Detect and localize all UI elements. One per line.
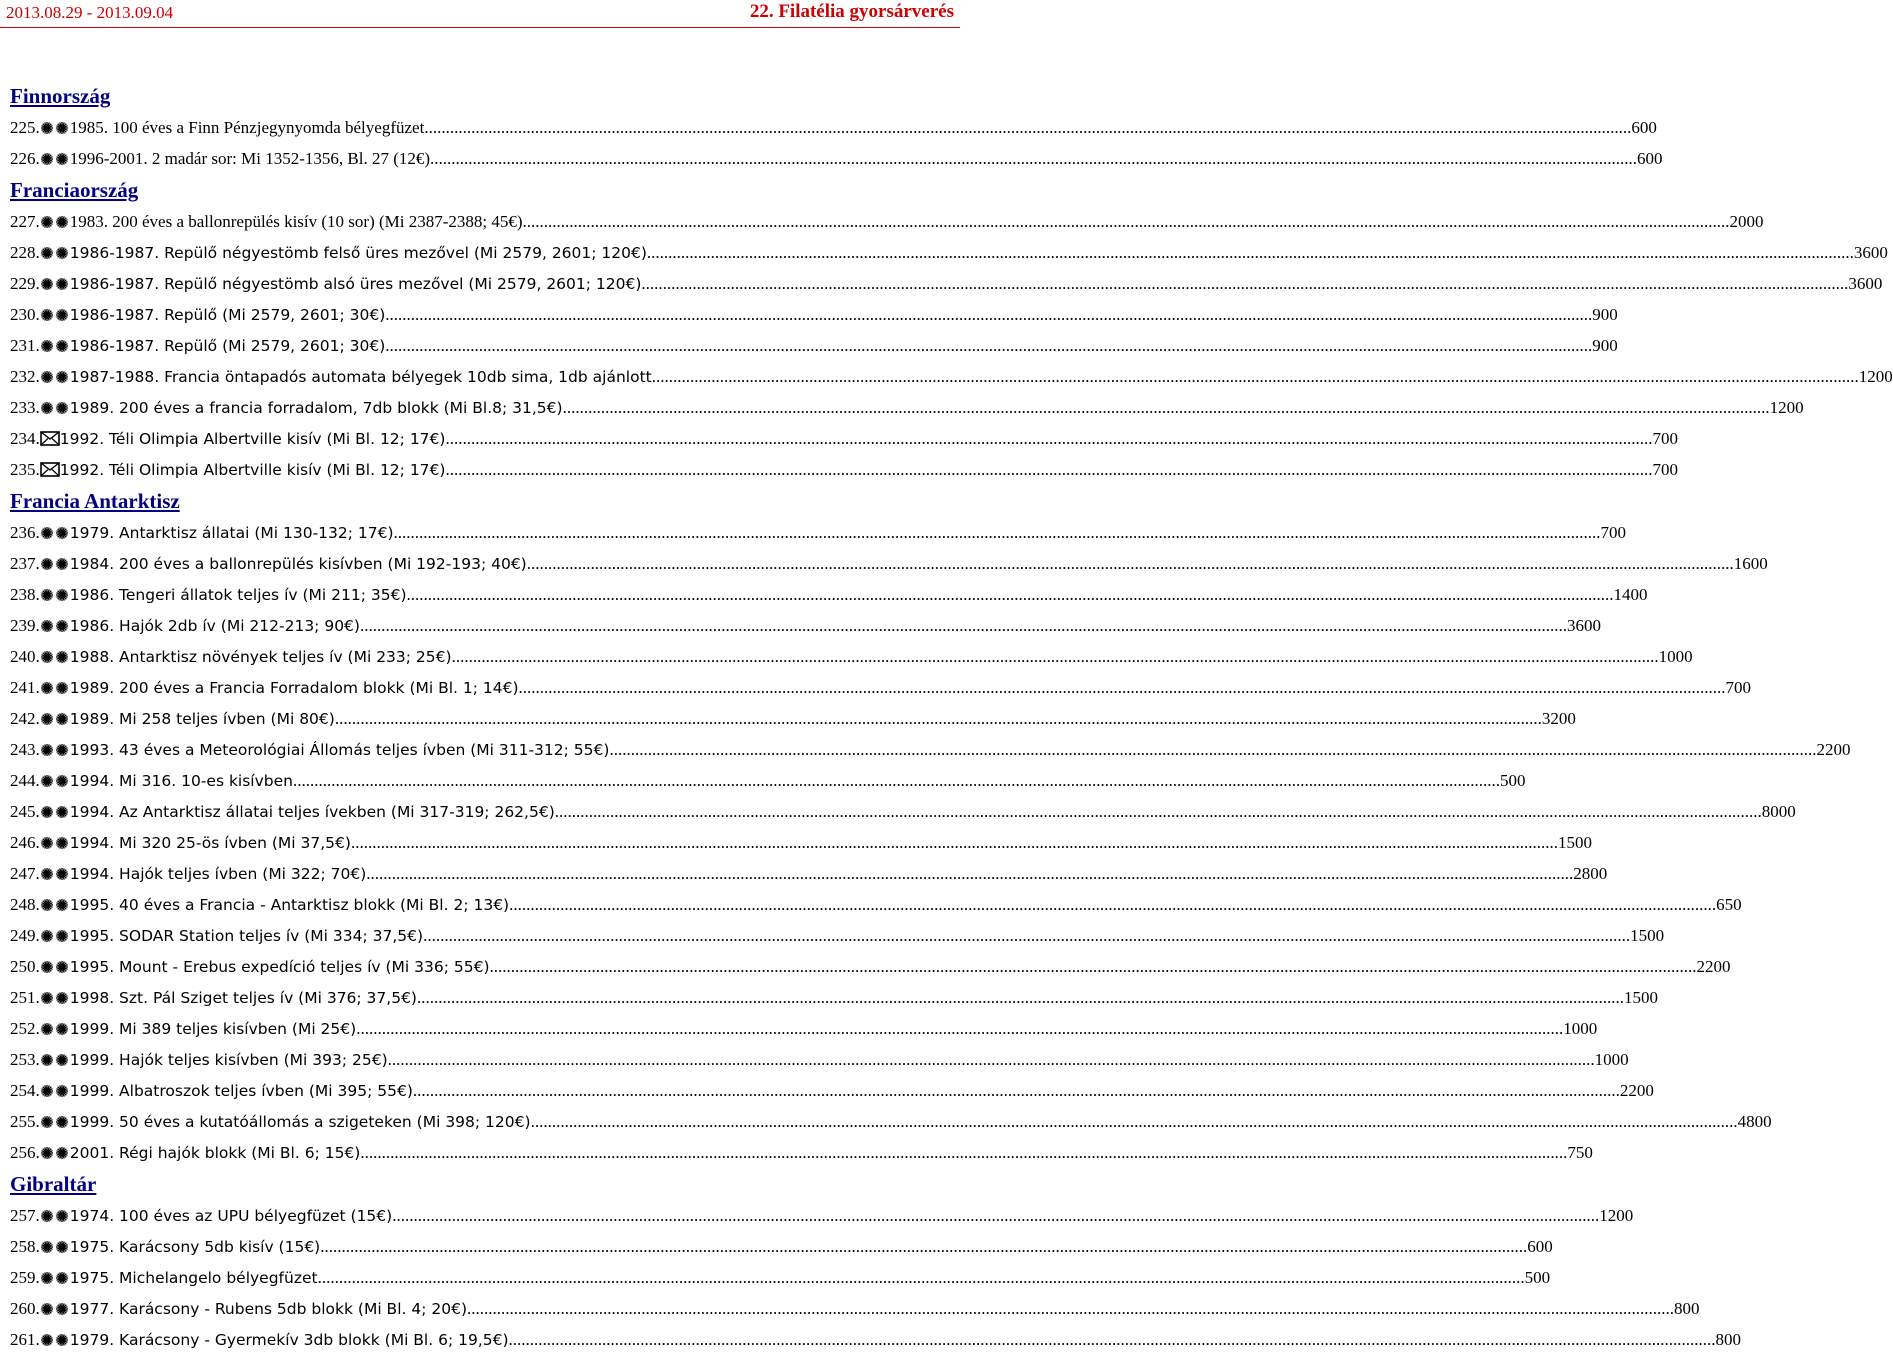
dot-leader bbox=[647, 243, 1854, 263]
lot-description: 1996-2001. 2 madár sor: Mi 1352-1356, Bl. 27 (12€) bbox=[69, 148, 431, 168]
lot-description: 1986-1987. Repülő négyestömb felső üres mezővel (Mi 2579, 2601; 120€) bbox=[69, 243, 647, 262]
lot-description: 1985. 100 éves a Finn Pénzjegynyomda bélyegfüzet bbox=[69, 117, 425, 137]
auction-dates: 2013.08.29 - 2013.09.04 bbox=[6, 3, 174, 22]
lot-description: 1998. Szt. Pál Sziget teljes ív (Mi 376; 37,5€) bbox=[69, 988, 417, 1007]
lot-price: 700 bbox=[1600, 522, 1627, 542]
lot-description: 1974. 100 éves az UPU bélyegfüzet (15€) bbox=[69, 1206, 393, 1225]
double-star-icon bbox=[40, 1240, 70, 1254]
double-star-icon bbox=[40, 339, 70, 353]
dot-leader bbox=[509, 1330, 1716, 1350]
lot-description: 1994. Az Antarktisz állatai teljes ívekben (Mi 317-319; 262,5€) bbox=[69, 802, 555, 821]
lot-number: 239. bbox=[10, 615, 40, 635]
lot-description: 1995. Mount - Erebus expedíció teljes ív (Mi 336; 55€) bbox=[69, 957, 490, 976]
dot-leader bbox=[388, 1050, 1595, 1070]
double-star-icon bbox=[40, 1146, 70, 1160]
lot-row bbox=[10, 299, 1618, 330]
lot-description: 1995. SODAR Station teljes ív (Mi 334; 37,5€) bbox=[69, 926, 424, 945]
lot-row bbox=[10, 1044, 1629, 1075]
lot-description: 1987-1988. Francia öntapadós automata bélyegek 10db sima, 1db ajánlott bbox=[69, 367, 652, 386]
lot-row bbox=[10, 796, 1796, 827]
dot-leader bbox=[293, 771, 1500, 791]
lot-price: 900 bbox=[1592, 304, 1618, 324]
lot-price: 1200 bbox=[1858, 366, 1893, 386]
lot-price: 750 bbox=[1567, 1142, 1593, 1162]
lot-number: 255. bbox=[10, 1111, 40, 1131]
lot-price: 3600 bbox=[1848, 273, 1883, 293]
dot-leader bbox=[417, 988, 1624, 1008]
double-star-icon bbox=[40, 588, 70, 602]
dot-leader bbox=[320, 1237, 1527, 1257]
lot-description: 1986. Hajók 2db ív (Mi 212-213; 90€) bbox=[69, 616, 360, 635]
lot-number: 252. bbox=[10, 1018, 40, 1038]
lot-row bbox=[10, 423, 1678, 454]
lot-description: 1994. Mi 320 25-ös ívben (Mi 37,5€) bbox=[69, 833, 351, 852]
lot-description: 1988. Antarktisz növények teljes ív (Mi 233; 25€) bbox=[69, 647, 452, 666]
lot-row bbox=[10, 827, 1592, 858]
lot-description: 1999. Mi 389 teljes kisívben (Mi 25€) bbox=[69, 1019, 357, 1038]
double-star-icon bbox=[40, 1302, 70, 1316]
dot-leader bbox=[445, 429, 1652, 449]
double-star-icon bbox=[40, 774, 70, 788]
lot-description: 1992. Téli Olimpia Albertville kisív (Mi Bl. 12; 17€) bbox=[59, 429, 446, 448]
lot-number: 244. bbox=[10, 770, 40, 790]
lot-description: 1983. 200 éves a ballonrepülés kisív (10 sor) (Mi 2387-2388; 45€) bbox=[69, 211, 523, 231]
lot-row bbox=[10, 889, 1742, 920]
lot-row bbox=[10, 1262, 1551, 1293]
lot-description: 1986-1987. Repülő négyestömb alsó üres mezővel (Mi 2579, 2601; 120€) bbox=[69, 274, 642, 293]
dot-leader bbox=[360, 616, 1567, 636]
lot-description: 1975. Karácsony 5db kisív (15€) bbox=[69, 1237, 321, 1256]
lot-row bbox=[10, 361, 1893, 392]
dot-leader bbox=[407, 585, 1614, 605]
country-heading: Franciaország bbox=[10, 178, 139, 202]
lot-row bbox=[10, 672, 1752, 703]
double-star-icon bbox=[40, 712, 70, 726]
lot-description: 1989. 200 éves a Francia Forradalom blokk (Mi Bl. 1; 14€) bbox=[69, 678, 519, 697]
lot-number: 236. bbox=[10, 522, 40, 542]
lot-price: 600 bbox=[1527, 1236, 1553, 1256]
lot-number: 251. bbox=[10, 987, 40, 1007]
lot-price: 600 bbox=[1637, 148, 1663, 168]
double-star-icon bbox=[40, 1333, 70, 1347]
lot-number: 253. bbox=[10, 1049, 40, 1069]
country-heading: Francia Antarktisz bbox=[10, 489, 180, 513]
lot-number: 234. bbox=[10, 428, 40, 448]
lot-number: 231. bbox=[10, 335, 40, 355]
dot-leader bbox=[385, 336, 1592, 356]
lot-description: 1992. Téli Olimpia Albertville kisív (Mi Bl. 12; 17€) bbox=[59, 460, 446, 479]
double-star-icon bbox=[40, 121, 70, 135]
lot-number: 240. bbox=[10, 646, 40, 666]
lot-description: 1994. Hajók teljes ívben (Mi 322; 70€) bbox=[69, 864, 367, 883]
lot-price: 1600 bbox=[1733, 553, 1768, 573]
lot-number: 242. bbox=[10, 708, 40, 728]
dot-leader bbox=[394, 523, 1601, 543]
double-star-icon bbox=[40, 991, 70, 1005]
lot-row bbox=[10, 330, 1618, 361]
dot-leader bbox=[392, 1206, 1599, 1226]
double-star-icon bbox=[40, 1022, 70, 1036]
dot-leader bbox=[652, 367, 1859, 387]
lot-description: 1989. 200 éves a francia forradalom, 7db blokk (Mi Bl.8; 31,5€) bbox=[69, 398, 563, 417]
dot-leader bbox=[563, 398, 1770, 418]
lot-row bbox=[10, 237, 1888, 268]
lot-price: 3200 bbox=[1541, 708, 1576, 728]
lot-number: 260. bbox=[10, 1298, 40, 1318]
lot-number: 237. bbox=[10, 553, 40, 573]
lot-number: 226. bbox=[10, 148, 40, 168]
double-star-icon bbox=[40, 1084, 70, 1098]
lot-number: 247. bbox=[10, 863, 40, 883]
dot-leader bbox=[430, 149, 1637, 169]
lot-price: 700 bbox=[1652, 428, 1678, 448]
lot-price: 2800 bbox=[1573, 863, 1608, 883]
dot-leader bbox=[490, 957, 1697, 977]
lot-row bbox=[10, 112, 1657, 143]
lot-row bbox=[10, 143, 1663, 174]
lot-price: 800 bbox=[1715, 1329, 1742, 1349]
lot-number: 228. bbox=[10, 242, 40, 262]
lot-row bbox=[10, 734, 1851, 765]
lot-row bbox=[10, 548, 1768, 579]
lot-row bbox=[10, 1137, 1593, 1168]
lot-description: 1977. Karácsony - Rubens 5db blokk (Mi Bl. 4; 20€) bbox=[69, 1299, 467, 1318]
lot-number: 238. bbox=[10, 584, 40, 604]
lot-row bbox=[10, 1231, 1553, 1262]
dot-leader bbox=[509, 895, 1716, 915]
lot-price: 600 bbox=[1631, 117, 1657, 137]
dot-leader bbox=[523, 212, 1730, 232]
dot-leader bbox=[335, 709, 1542, 729]
lot-price: 650 bbox=[1716, 894, 1742, 914]
lot-price: 2200 bbox=[1696, 956, 1731, 976]
lot-price: 900 bbox=[1592, 335, 1618, 355]
double-star-icon bbox=[40, 1209, 70, 1223]
dot-leader bbox=[527, 554, 1734, 574]
lot-price: 1200 bbox=[1599, 1205, 1634, 1225]
lot-price: 2200 bbox=[1619, 1080, 1654, 1100]
double-star-icon bbox=[40, 152, 70, 166]
lot-row bbox=[10, 392, 1804, 423]
double-star-icon bbox=[40, 836, 70, 850]
dot-leader bbox=[413, 1081, 1620, 1101]
lot-row bbox=[10, 1075, 1654, 1106]
envelope-icon bbox=[40, 462, 60, 477]
lot-price: 1000 bbox=[1658, 646, 1693, 666]
dot-leader bbox=[452, 647, 1659, 667]
lot-description: 1999. 50 éves a kutatóállomás a szigeteken (Mi 398; 120€) bbox=[69, 1112, 531, 1131]
lot-number: 227. bbox=[10, 211, 40, 231]
dot-leader bbox=[531, 1112, 1738, 1132]
lot-row bbox=[10, 454, 1678, 485]
dot-leader bbox=[423, 926, 1630, 946]
lot-number: 225. bbox=[10, 117, 40, 137]
lot-row bbox=[10, 1293, 1700, 1324]
lot-number: 246. bbox=[10, 832, 40, 852]
lot-number: 230. bbox=[10, 304, 40, 324]
lot-description: 1984. 200 éves a ballonrepülés kisívben (Mi 192-193; 40€) bbox=[69, 554, 527, 573]
dot-leader bbox=[351, 833, 1558, 853]
lot-price: 1000 bbox=[1594, 1049, 1629, 1069]
double-star-icon bbox=[40, 246, 70, 260]
double-star-icon bbox=[40, 1271, 70, 1285]
double-star-icon bbox=[40, 1053, 70, 1067]
double-star-icon bbox=[40, 898, 70, 912]
dot-leader bbox=[519, 678, 1726, 698]
lot-number: 235. bbox=[10, 459, 40, 479]
lot-row bbox=[10, 641, 1693, 672]
lot-list bbox=[10, 80, 1893, 1355]
lot-row bbox=[10, 268, 1883, 299]
lot-price: 700 bbox=[1725, 677, 1752, 697]
double-star-icon bbox=[40, 277, 70, 291]
lot-number: 233. bbox=[10, 397, 40, 417]
auction-title: 22. Filatélia gyorsárverés bbox=[749, 1, 954, 22]
lot-number: 257. bbox=[10, 1205, 40, 1225]
double-star-icon bbox=[40, 867, 70, 881]
lot-number: 232. bbox=[10, 366, 40, 386]
country-heading: Finnország bbox=[10, 84, 111, 108]
lot-number: 256. bbox=[10, 1142, 40, 1162]
double-star-icon bbox=[40, 805, 70, 819]
dot-leader bbox=[356, 1019, 1563, 1039]
double-star-icon bbox=[40, 215, 70, 229]
double-star-icon bbox=[40, 743, 70, 757]
double-star-icon bbox=[40, 370, 70, 384]
lot-number: 229. bbox=[10, 273, 40, 293]
dot-leader bbox=[366, 864, 1573, 884]
lot-number: 248. bbox=[10, 894, 40, 914]
dot-leader bbox=[641, 274, 1848, 294]
lot-number: 243. bbox=[10, 739, 40, 759]
dot-leader bbox=[555, 802, 1762, 822]
double-star-icon bbox=[40, 526, 70, 540]
double-star-icon bbox=[40, 1115, 70, 1129]
country-heading: Gibraltár bbox=[10, 1172, 97, 1196]
lot-price: 8000 bbox=[1761, 801, 1796, 821]
double-star-icon bbox=[40, 681, 70, 695]
lot-description: 1994. Mi 316. 10-es kisívben bbox=[69, 771, 293, 790]
lot-description: 1986-1987. Repülő (Mi 2579, 2601; 30€) bbox=[69, 336, 386, 355]
lot-price: 1000 bbox=[1563, 1018, 1598, 1038]
lot-number: 250. bbox=[10, 956, 40, 976]
double-star-icon bbox=[40, 960, 70, 974]
lot-price: 700 bbox=[1652, 459, 1678, 479]
lot-row bbox=[10, 610, 1601, 641]
lot-price: 1500 bbox=[1630, 925, 1665, 945]
lot-row bbox=[10, 1106, 1772, 1137]
lot-number: 241. bbox=[10, 677, 40, 697]
lot-row bbox=[10, 206, 1764, 237]
lot-price: 500 bbox=[1524, 1267, 1551, 1287]
lot-description: 1999. Albatroszok teljes ívben (Mi 395; 55€) bbox=[69, 1081, 413, 1100]
double-star-icon bbox=[40, 308, 70, 322]
lot-price: 4800 bbox=[1737, 1111, 1772, 1131]
lot-number: 258. bbox=[10, 1236, 40, 1256]
lot-price: 1500 bbox=[1623, 987, 1658, 1007]
lot-row bbox=[10, 517, 1627, 548]
lot-number: 249. bbox=[10, 925, 40, 945]
lot-row bbox=[10, 1013, 1598, 1044]
lot-price: 3600 bbox=[1853, 242, 1888, 262]
page-header bbox=[0, 0, 960, 26]
lot-row bbox=[10, 765, 1526, 796]
lot-row bbox=[10, 579, 1648, 610]
dot-leader bbox=[385, 305, 1592, 325]
lot-row bbox=[10, 703, 1576, 734]
lot-price: 800 bbox=[1674, 1298, 1700, 1318]
lot-row bbox=[10, 951, 1731, 982]
double-star-icon bbox=[40, 557, 70, 571]
lot-description: 2001. Régi hajók blokk (Mi Bl. 6; 15€) bbox=[69, 1143, 361, 1162]
lot-number: 261. bbox=[10, 1329, 40, 1349]
header-divider bbox=[0, 27, 960, 28]
lot-description: 1975. Michelangelo bélyegfüzet bbox=[69, 1268, 318, 1287]
dot-leader bbox=[360, 1143, 1567, 1163]
lot-price: 1200 bbox=[1769, 397, 1804, 417]
lot-price: 2200 bbox=[1816, 739, 1851, 759]
double-star-icon bbox=[40, 619, 70, 633]
lot-description: 1995. 40 éves a Francia - Antarktisz blokk (Mi Bl. 2; 13€) bbox=[69, 895, 510, 914]
dot-leader bbox=[424, 118, 1631, 138]
double-star-icon bbox=[40, 929, 70, 943]
lot-row bbox=[10, 858, 1608, 889]
double-star-icon bbox=[40, 401, 70, 415]
lot-description: 1986-1987. Repülő (Mi 2579, 2601; 30€) bbox=[69, 305, 386, 324]
lot-description: 1979. Antarktisz állatai (Mi 130-132; 17€) bbox=[69, 523, 394, 542]
lot-row bbox=[10, 1200, 1634, 1231]
dot-leader bbox=[609, 740, 1816, 760]
lot-row bbox=[10, 982, 1658, 1013]
lot-row bbox=[10, 1324, 1742, 1355]
dot-leader bbox=[318, 1268, 1525, 1288]
lot-number: 259. bbox=[10, 1267, 40, 1287]
lot-price: 3600 bbox=[1566, 615, 1601, 635]
lot-number: 245. bbox=[10, 801, 40, 821]
dot-leader bbox=[445, 460, 1652, 480]
lot-price: 500 bbox=[1500, 770, 1526, 790]
lot-description: 1986. Tengeri állatok teljes ív (Mi 211; 35€) bbox=[69, 585, 407, 604]
envelope-icon bbox=[40, 431, 60, 446]
lot-description: 1979. Karácsony - Gyermekív 3db blokk (Mi Bl. 6; 19,5€) bbox=[69, 1330, 509, 1349]
dot-leader bbox=[467, 1299, 1674, 1319]
lot-description: 1999. Hajók teljes kisívben (Mi 393; 25€) bbox=[69, 1050, 388, 1069]
lot-row bbox=[10, 920, 1665, 951]
lot-description: 1989. Mi 258 teljes ívben (Mi 80€) bbox=[69, 709, 335, 728]
double-star-icon bbox=[40, 650, 70, 664]
lot-price: 1500 bbox=[1557, 832, 1592, 852]
lot-description: 1993. 43 éves a Meteorológiai Állomás teljes ívben (Mi 311-312; 55€) bbox=[69, 740, 610, 759]
lot-number: 254. bbox=[10, 1080, 40, 1100]
lot-price: 2000 bbox=[1729, 211, 1764, 231]
lot-price: 1400 bbox=[1613, 584, 1648, 604]
